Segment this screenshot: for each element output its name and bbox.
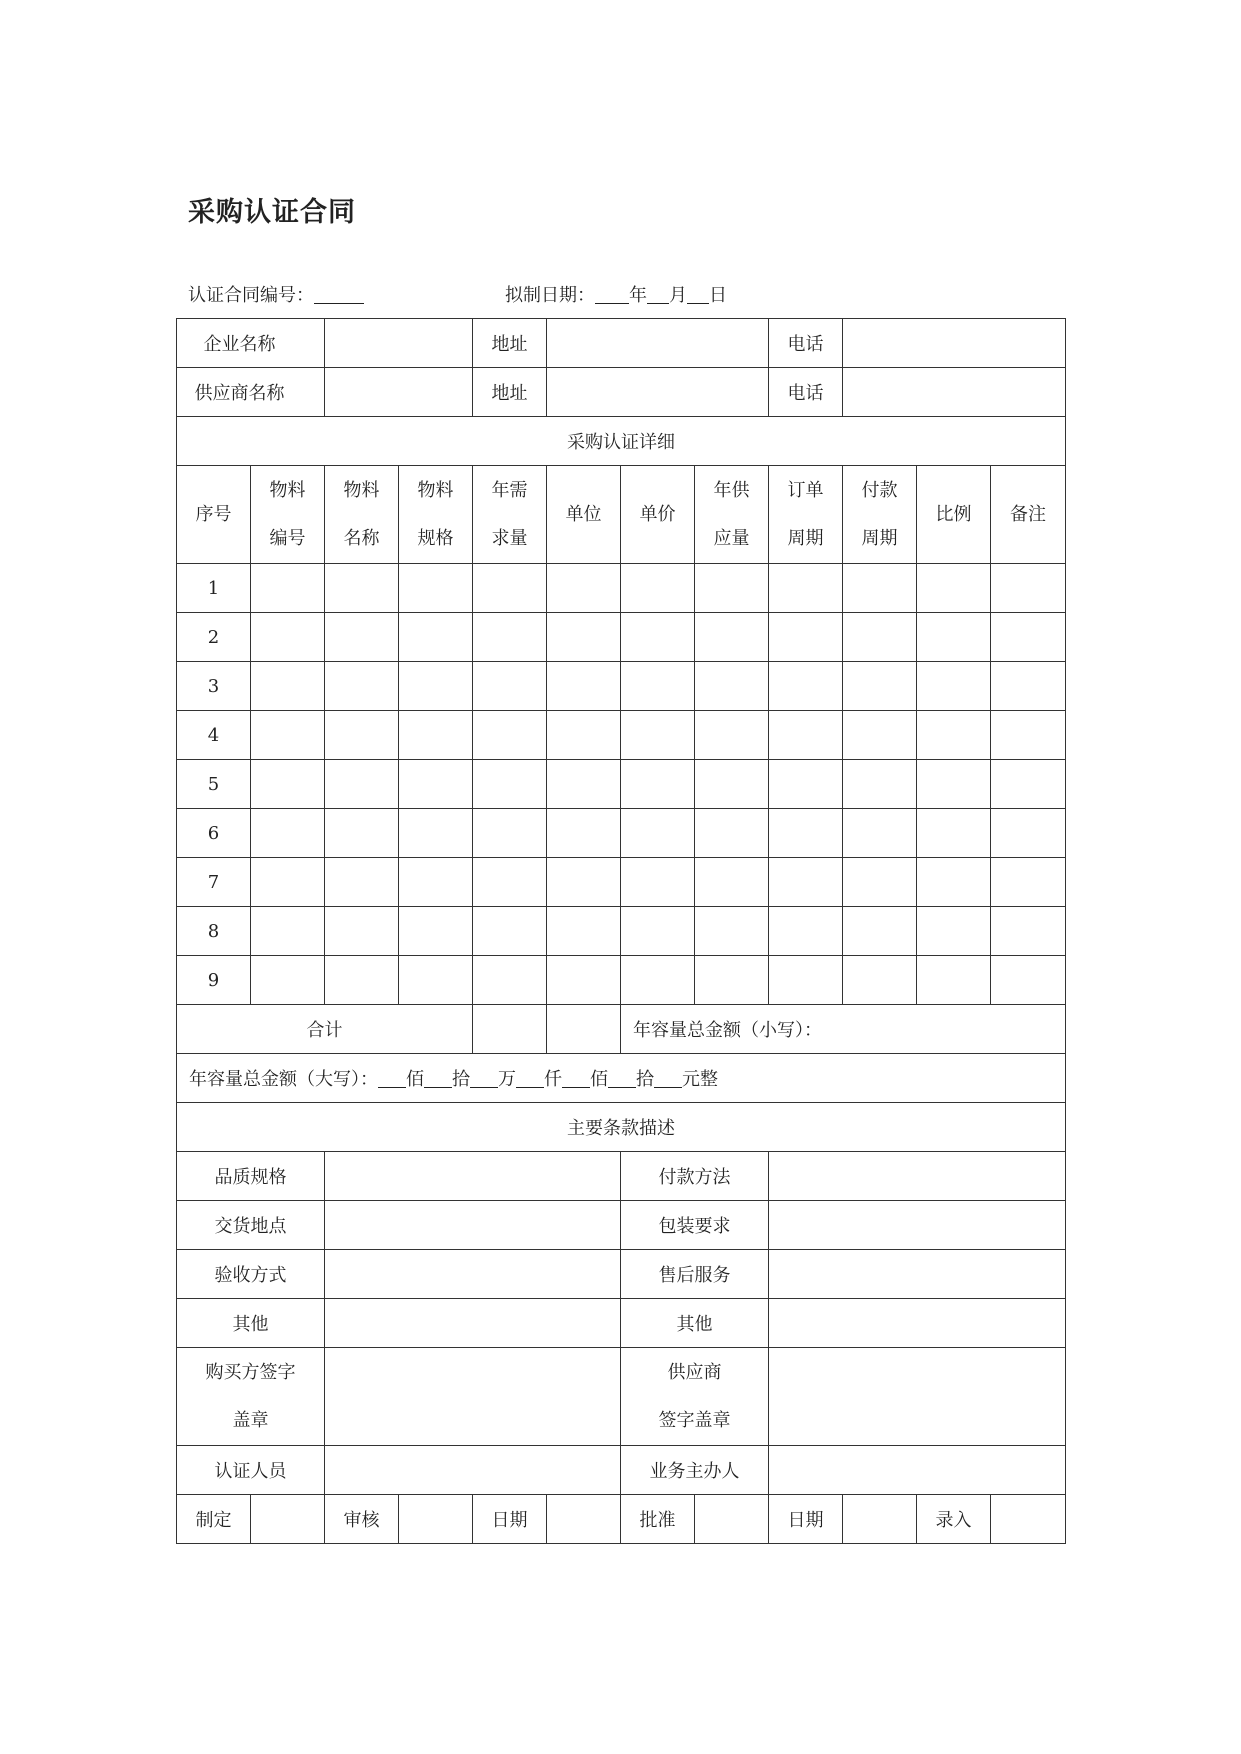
- item-cell[interactable]: [399, 613, 473, 662]
- footer-label: 制定: [177, 1495, 251, 1544]
- column-header-text: 编号: [269, 527, 306, 549]
- item-cell[interactable]: [399, 809, 473, 858]
- column-header-text: 周期: [787, 527, 824, 549]
- column-header: [473, 466, 547, 564]
- footer-row: [177, 1495, 1066, 1544]
- column-header: [251, 466, 325, 564]
- item-cell[interactable]: [251, 956, 325, 1005]
- item-cell[interactable]: [695, 564, 769, 613]
- amount-digit-field[interactable]: [608, 1069, 636, 1088]
- item-row: [177, 613, 1066, 662]
- term-label-text: 其他: [232, 1314, 269, 1335]
- item-row: [177, 760, 1066, 809]
- amount-digit-field[interactable]: [470, 1069, 498, 1088]
- item-cell[interactable]: [251, 662, 325, 711]
- item-cell[interactable]: [251, 907, 325, 956]
- term-label-text: 认证人员: [214, 1461, 287, 1482]
- item-cell[interactable]: [991, 809, 1066, 858]
- item-cell[interactable]: [251, 858, 325, 907]
- item-cell[interactable]: [621, 907, 695, 956]
- term-label: [177, 1348, 325, 1446]
- row-number: 9: [177, 956, 251, 1005]
- item-row: [177, 809, 1066, 858]
- item-cell[interactable]: [695, 613, 769, 662]
- term-value[interactable]: [325, 1201, 621, 1250]
- item-cell[interactable]: [917, 809, 991, 858]
- item-cell[interactable]: [769, 809, 843, 858]
- item-cell[interactable]: [399, 711, 473, 760]
- term-label: [621, 1201, 769, 1250]
- item-cell[interactable]: [621, 711, 695, 760]
- footer-value[interactable]: [251, 1495, 325, 1544]
- row-number: 1: [177, 564, 251, 613]
- column-header: [843, 466, 917, 564]
- item-cell[interactable]: [917, 613, 991, 662]
- item-cell[interactable]: [695, 662, 769, 711]
- item-cell[interactable]: [991, 564, 1066, 613]
- item-cell[interactable]: [843, 956, 917, 1005]
- item-cell[interactable]: [473, 956, 547, 1005]
- term-label: [177, 1201, 325, 1250]
- term-value[interactable]: [325, 1446, 621, 1495]
- term-value[interactable]: [325, 1250, 621, 1299]
- footer-label: 批准: [621, 1495, 695, 1544]
- item-cell[interactable]: [991, 858, 1066, 907]
- row-number: 3: [177, 662, 251, 711]
- item-cell[interactable]: [325, 662, 399, 711]
- column-header-text: 应量: [713, 527, 750, 549]
- item-cell[interactable]: [843, 809, 917, 858]
- item-cell[interactable]: [399, 662, 473, 711]
- item-cell[interactable]: [621, 809, 695, 858]
- footer-value[interactable]: [547, 1495, 621, 1544]
- term-label: [621, 1250, 769, 1299]
- term-value[interactable]: [769, 1201, 1066, 1250]
- item-cell[interactable]: [917, 760, 991, 809]
- item-cell[interactable]: [325, 809, 399, 858]
- item-cell[interactable]: [695, 809, 769, 858]
- total-row: [177, 1005, 1066, 1054]
- item-cell[interactable]: [769, 564, 843, 613]
- item-cell[interactable]: [473, 662, 547, 711]
- term-label: [177, 1446, 325, 1495]
- item-cell[interactable]: [769, 662, 843, 711]
- item-cell[interactable]: [917, 711, 991, 760]
- page-title: 采购认证合同: [188, 197, 356, 228]
- term-label: [177, 1250, 325, 1299]
- column-header: [917, 466, 991, 564]
- item-cell[interactable]: [843, 907, 917, 956]
- item-cell[interactable]: [769, 613, 843, 662]
- year-field[interactable]: [595, 285, 629, 304]
- terms-row: [177, 1348, 1066, 1446]
- term-label-text: 品质规格: [214, 1167, 287, 1188]
- item-cell[interactable]: [991, 956, 1066, 1005]
- amount-digit-field[interactable]: [562, 1069, 590, 1088]
- column-header: [325, 466, 399, 564]
- item-cell[interactable]: [547, 613, 621, 662]
- info-row: [177, 319, 1066, 368]
- column-header-text: 规格: [417, 527, 454, 549]
- item-cell[interactable]: [695, 858, 769, 907]
- item-cell[interactable]: [473, 809, 547, 858]
- footer-label: 日期: [769, 1495, 843, 1544]
- row-number: 7: [177, 858, 251, 907]
- item-cell[interactable]: [991, 662, 1066, 711]
- item-row: [177, 907, 1066, 956]
- item-cell[interactable]: [769, 711, 843, 760]
- item-cell[interactable]: [251, 613, 325, 662]
- day-field[interactable]: [687, 285, 709, 304]
- amount-unit-label: 佰: [406, 1069, 424, 1090]
- big-amount-label: 年容量总金额（大写）：: [189, 1069, 378, 1090]
- row-number: 8: [177, 907, 251, 956]
- item-cell[interactable]: [843, 662, 917, 711]
- draft-date-label: 拟制日期：: [505, 285, 595, 306]
- year-label: 年: [629, 285, 647, 306]
- item-cell[interactable]: [695, 956, 769, 1005]
- term-label-text: 包装要求: [658, 1216, 731, 1237]
- item-cell[interactable]: [547, 809, 621, 858]
- item-row: [177, 956, 1066, 1005]
- amount-digit-field[interactable]: [654, 1069, 682, 1088]
- item-cell[interactable]: [399, 760, 473, 809]
- footer-value[interactable]: [843, 1495, 917, 1544]
- amount-digit-field[interactable]: [378, 1069, 406, 1088]
- item-cell[interactable]: [695, 760, 769, 809]
- column-header: [769, 466, 843, 564]
- item-cell[interactable]: [695, 907, 769, 956]
- contract-no-field[interactable]: [314, 285, 364, 304]
- terms-row: [177, 1299, 1066, 1348]
- info-address-value[interactable]: [547, 319, 769, 368]
- item-row: [177, 662, 1066, 711]
- amount-unit-label: 元整: [682, 1069, 718, 1090]
- info-name-label: 供应商名称: [177, 368, 325, 417]
- item-cell[interactable]: [843, 760, 917, 809]
- big-amount-line: [177, 1054, 1066, 1103]
- terms-section-title: 主要条款描述: [177, 1103, 1066, 1152]
- info-name-value[interactable]: [325, 368, 473, 417]
- column-header-text: 周期: [861, 527, 898, 549]
- item-cell[interactable]: [251, 809, 325, 858]
- row-number: 2: [177, 613, 251, 662]
- amount-unit-label: 万: [498, 1069, 516, 1090]
- contract-no-label: 认证合同编号：: [188, 285, 314, 306]
- item-cell[interactable]: [621, 956, 695, 1005]
- item-cell[interactable]: [547, 956, 621, 1005]
- item-cell[interactable]: [473, 907, 547, 956]
- column-header: [547, 466, 621, 564]
- term-label-text: 验收方式: [214, 1265, 287, 1286]
- item-cell[interactable]: [325, 613, 399, 662]
- item-cell[interactable]: [843, 711, 917, 760]
- item-cell[interactable]: [917, 907, 991, 956]
- column-header-text: 序号: [195, 503, 232, 525]
- item-cell[interactable]: [769, 858, 843, 907]
- term-label-text: 交货地点: [214, 1216, 287, 1237]
- column-header-text: 物料: [417, 479, 454, 501]
- term-label: [177, 1299, 325, 1348]
- amount-unit-label: 拾: [452, 1069, 470, 1090]
- amount-digit-field[interactable]: [516, 1069, 544, 1088]
- info-name-value[interactable]: [325, 319, 473, 368]
- term-label-text: 签字盖章: [658, 1409, 731, 1431]
- contract-no-line: [188, 281, 364, 307]
- draft-date-line: [505, 281, 727, 307]
- column-header-text: 物料: [343, 479, 380, 501]
- item-cell[interactable]: [769, 760, 843, 809]
- amount-unit-label: 拾: [636, 1069, 654, 1090]
- big-amount-row: [177, 1054, 1066, 1103]
- item-row: [177, 711, 1066, 760]
- item-cell[interactable]: [695, 711, 769, 760]
- item-cell[interactable]: [473, 564, 547, 613]
- column-header-text: 付款: [861, 479, 898, 501]
- column-header-text: 年供: [713, 479, 750, 501]
- item-cell[interactable]: [991, 907, 1066, 956]
- term-label: [621, 1348, 769, 1446]
- column-header-text: 物料: [269, 479, 306, 501]
- column-header: [695, 466, 769, 564]
- small-amount-label: 年容量总金额（小写）：: [621, 1005, 1066, 1054]
- term-label-text: 付款方法: [658, 1167, 731, 1188]
- column-header: [177, 466, 251, 564]
- item-cell[interactable]: [547, 907, 621, 956]
- term-label-text: 售后服务: [658, 1265, 731, 1286]
- term-label-text: 业务主办人: [649, 1461, 740, 1482]
- column-header-row: [177, 466, 1066, 564]
- month-field[interactable]: [647, 285, 669, 304]
- item-cell[interactable]: [547, 760, 621, 809]
- item-cell[interactable]: [325, 858, 399, 907]
- item-cell[interactable]: [991, 613, 1066, 662]
- term-value[interactable]: [769, 1348, 1066, 1446]
- item-cell[interactable]: [325, 956, 399, 1005]
- term-label: [177, 1152, 325, 1201]
- term-label-text: 购买方签字: [205, 1361, 296, 1383]
- item-cell[interactable]: [769, 907, 843, 956]
- column-header-text: 求量: [491, 527, 528, 549]
- term-label: [621, 1299, 769, 1348]
- item-cell[interactable]: [399, 564, 473, 613]
- item-cell[interactable]: [621, 564, 695, 613]
- amount-unit-label: 仟: [544, 1069, 562, 1090]
- info-phone-value[interactable]: [843, 319, 1066, 368]
- footer-label: 审核: [325, 1495, 399, 1544]
- item-cell[interactable]: [399, 956, 473, 1005]
- info-address-value[interactable]: [547, 368, 769, 417]
- item-cell[interactable]: [917, 956, 991, 1005]
- item-cell[interactable]: [621, 858, 695, 907]
- info-phone-value[interactable]: [843, 368, 1066, 417]
- item-cell[interactable]: [547, 711, 621, 760]
- day-label: 日: [709, 285, 727, 306]
- item-cell[interactable]: [991, 760, 1066, 809]
- terms-row: [177, 1446, 1066, 1495]
- month-label: 月: [669, 285, 687, 306]
- item-cell[interactable]: [547, 564, 621, 613]
- term-value[interactable]: [769, 1250, 1066, 1299]
- amount-digit-field[interactable]: [424, 1069, 452, 1088]
- column-header-text: 年需: [491, 479, 528, 501]
- row-number: 5: [177, 760, 251, 809]
- item-cell[interactable]: [843, 564, 917, 613]
- item-cell[interactable]: [325, 907, 399, 956]
- term-value[interactable]: [325, 1152, 621, 1201]
- amount-unit-label: 佰: [590, 1069, 608, 1090]
- item-cell[interactable]: [473, 711, 547, 760]
- info-row: [177, 368, 1066, 417]
- item-cell[interactable]: [473, 613, 547, 662]
- column-header-text: 备注: [1010, 503, 1047, 525]
- item-cell[interactable]: [473, 760, 547, 809]
- footer-value[interactable]: [399, 1495, 473, 1544]
- term-value[interactable]: [325, 1299, 621, 1348]
- footer-value[interactable]: [695, 1495, 769, 1544]
- item-cell[interactable]: [399, 858, 473, 907]
- column-header-text: 比例: [935, 503, 972, 525]
- item-cell[interactable]: [917, 564, 991, 613]
- footer-value[interactable]: [991, 1495, 1066, 1544]
- item-cell[interactable]: [621, 662, 695, 711]
- terms-row: [177, 1152, 1066, 1201]
- item-cell[interactable]: [251, 564, 325, 613]
- item-row: [177, 564, 1066, 613]
- item-cell[interactable]: [547, 662, 621, 711]
- term-value[interactable]: [769, 1152, 1066, 1201]
- detail-section-title: 采购认证详细: [177, 417, 1066, 466]
- row-number: 4: [177, 711, 251, 760]
- column-header-text: 单价: [639, 503, 676, 525]
- column-header-text: 名称: [343, 527, 380, 549]
- item-cell[interactable]: [251, 711, 325, 760]
- footer-label: 日期: [473, 1495, 547, 1544]
- item-cell[interactable]: [991, 711, 1066, 760]
- terms-row: [177, 1250, 1066, 1299]
- item-cell[interactable]: [621, 760, 695, 809]
- total-quantity[interactable]: [473, 1005, 547, 1054]
- item-cell[interactable]: [473, 858, 547, 907]
- terms-row: [177, 1201, 1066, 1250]
- row-number: 6: [177, 809, 251, 858]
- item-cell[interactable]: [769, 956, 843, 1005]
- column-header: [621, 466, 695, 564]
- footer-label: 录入: [917, 1495, 991, 1544]
- column-header: [991, 466, 1066, 564]
- item-cell[interactable]: [251, 760, 325, 809]
- total-unit[interactable]: [547, 1005, 621, 1054]
- item-cell[interactable]: [843, 613, 917, 662]
- item-cell[interactable]: [843, 858, 917, 907]
- column-header: [399, 466, 473, 564]
- column-header-text: 单位: [565, 503, 602, 525]
- column-header-text: 订单: [787, 479, 824, 501]
- contract-table: [176, 318, 1066, 1544]
- item-cell[interactable]: [917, 662, 991, 711]
- info-address-label: 地址: [473, 368, 547, 417]
- item-cell[interactable]: [547, 858, 621, 907]
- item-cell[interactable]: [325, 711, 399, 760]
- term-label-text: 盖章: [232, 1409, 269, 1431]
- item-cell[interactable]: [325, 564, 399, 613]
- total-label: 合计: [177, 1005, 473, 1054]
- item-cell[interactable]: [325, 760, 399, 809]
- info-phone-label: 电话: [769, 368, 843, 417]
- info-phone-label: 电话: [769, 319, 843, 368]
- term-label-text: 其他: [676, 1314, 713, 1335]
- item-cell[interactable]: [621, 613, 695, 662]
- term-value[interactable]: [769, 1446, 1066, 1495]
- info-name-label: 企业名称: [177, 319, 325, 368]
- term-label: [621, 1152, 769, 1201]
- term-label: [621, 1446, 769, 1495]
- item-cell[interactable]: [399, 907, 473, 956]
- term-label-text: 供应商: [667, 1361, 722, 1383]
- item-cell[interactable]: [917, 858, 991, 907]
- term-value[interactable]: [325, 1348, 621, 1446]
- item-row: [177, 858, 1066, 907]
- term-value[interactable]: [769, 1299, 1066, 1348]
- info-address-label: 地址: [473, 319, 547, 368]
